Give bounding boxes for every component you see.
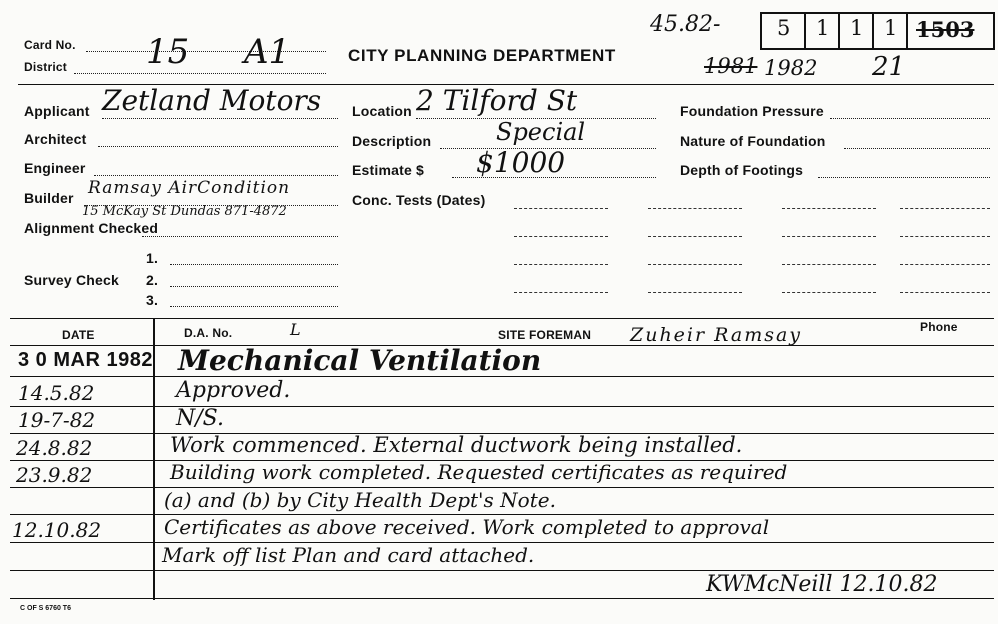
number-21: 21 bbox=[872, 52, 906, 82]
depth-line bbox=[818, 177, 990, 178]
conc-line bbox=[782, 264, 876, 265]
survey-line-1 bbox=[170, 264, 338, 265]
alignment-line bbox=[142, 236, 338, 237]
log-row-rule bbox=[10, 406, 994, 407]
applicant-value: Zetland Motors bbox=[102, 84, 322, 117]
architect-line bbox=[98, 146, 338, 147]
box-divider bbox=[872, 12, 874, 48]
location-value: 2 Tilford St bbox=[416, 84, 578, 117]
log-date: 23.9.82 bbox=[16, 463, 93, 487]
district-label: District bbox=[24, 60, 67, 74]
year: 1982 bbox=[764, 56, 818, 80]
log-top-rule bbox=[10, 318, 994, 319]
conc-line bbox=[648, 264, 742, 265]
log-date: 24.8.82 bbox=[16, 436, 93, 460]
log-entry: Building work completed. Requested certificates as required bbox=[170, 460, 788, 484]
da-no-label: D.A. No. bbox=[184, 326, 233, 340]
survey-line-2 bbox=[170, 286, 338, 287]
box-digit: 1 bbox=[884, 16, 898, 40]
log-date-stamp: 3 0 MAR 1982 bbox=[18, 349, 153, 371]
department-title: CITY PLANNING DEPARTMENT bbox=[348, 46, 616, 65]
survey-num-2: 2. bbox=[146, 272, 159, 288]
depth-of-footings-label: Depth of Footings bbox=[680, 162, 804, 178]
description-value: Special bbox=[496, 118, 586, 146]
log-entry: Certificates as above received. Work completed to approval bbox=[164, 515, 770, 539]
conc-line bbox=[514, 236, 608, 237]
log-entry: N/S. bbox=[176, 406, 224, 431]
inspector-signature: KWMcNeill 12.10.82 bbox=[706, 572, 938, 597]
log-date: 19-7-82 bbox=[18, 408, 96, 432]
conc-line bbox=[514, 208, 608, 209]
conc-line bbox=[782, 292, 876, 293]
reference-number: 45.82- bbox=[650, 12, 721, 37]
estimate-line bbox=[452, 177, 656, 178]
district-line bbox=[74, 73, 326, 74]
architect-label: Architect bbox=[24, 131, 87, 147]
box-digit: 1 bbox=[816, 16, 830, 40]
box-digit: 1 bbox=[850, 16, 864, 40]
date-header: DATE bbox=[62, 328, 95, 342]
conc-line bbox=[648, 236, 742, 237]
conc-line bbox=[514, 292, 608, 293]
da-no-value: L bbox=[290, 320, 301, 339]
estimate-label: Estimate $ bbox=[352, 162, 425, 178]
estimate-value: $1000 bbox=[476, 146, 566, 179]
box-digit: 5 bbox=[777, 16, 791, 40]
log-entry: Mechanical Ventilation bbox=[178, 344, 542, 377]
engineer-label: Engineer bbox=[24, 160, 86, 176]
survey-num-1: 1. bbox=[146, 250, 159, 266]
form-code: C OF S 6760 T6 bbox=[20, 605, 71, 612]
alignment-label: Alignment Checked bbox=[24, 220, 159, 236]
log-date: 12.10.82 bbox=[12, 518, 102, 542]
location-label: Location bbox=[352, 103, 412, 119]
phone-label: Phone bbox=[920, 320, 958, 334]
conc-line bbox=[900, 292, 990, 293]
file-number: 1503 bbox=[916, 17, 975, 42]
survey-num-3: 3. bbox=[146, 292, 159, 308]
box-divider bbox=[906, 12, 908, 48]
engineer-line bbox=[94, 175, 338, 176]
date-column-divider bbox=[153, 318, 155, 600]
site-foreman-label: SITE FOREMAN bbox=[498, 328, 592, 342]
card-no-label: Card No. bbox=[24, 38, 76, 52]
survey-line-3 bbox=[170, 306, 338, 307]
conc-line bbox=[782, 236, 876, 237]
year-crossed: 1981 bbox=[704, 54, 758, 78]
description-label: Description bbox=[352, 133, 432, 149]
applicant-line bbox=[102, 118, 338, 119]
builder-label: Builder bbox=[24, 190, 74, 206]
log-entry: Mark off list Plan and card attached. bbox=[162, 543, 535, 567]
nature-line bbox=[844, 148, 990, 149]
log-entry: Approved. bbox=[176, 378, 291, 403]
log-date: 14.5.82 bbox=[18, 381, 95, 405]
builder-value: Ramsay AirCondition bbox=[88, 178, 291, 198]
conc-line bbox=[900, 208, 990, 209]
builder-address: 15 McKay St Dundas 871-4872 bbox=[82, 204, 287, 219]
nature-of-foundation-label: Nature of Foundation bbox=[680, 133, 826, 149]
conc-line bbox=[648, 292, 742, 293]
conc-line bbox=[900, 236, 990, 237]
site-foreman-value: Zuheir Ramsay bbox=[630, 324, 803, 346]
log-entry: (a) and (b) by City Health Dept's Note. bbox=[164, 488, 556, 512]
conc-line bbox=[648, 208, 742, 209]
conc-line bbox=[782, 208, 876, 209]
log-row-rule bbox=[10, 598, 994, 599]
survey-label: Survey Check bbox=[24, 272, 120, 288]
applicant-label: Applicant bbox=[24, 103, 90, 119]
box-divider bbox=[838, 12, 840, 48]
foundation-pressure-line bbox=[830, 118, 990, 119]
foundation-pressure-label: Foundation Pressure bbox=[680, 103, 824, 119]
conc-line bbox=[514, 264, 608, 265]
log-row-rule bbox=[10, 570, 994, 571]
log-entry: Work commenced. External ductwork being installed. bbox=[170, 433, 743, 457]
district-value: A1 bbox=[244, 32, 291, 72]
box-divider bbox=[804, 12, 806, 48]
conc-line bbox=[900, 264, 990, 265]
card-no-value: 15 bbox=[146, 32, 190, 72]
conc-tests-label: Conc. Tests (Dates) bbox=[352, 192, 486, 208]
